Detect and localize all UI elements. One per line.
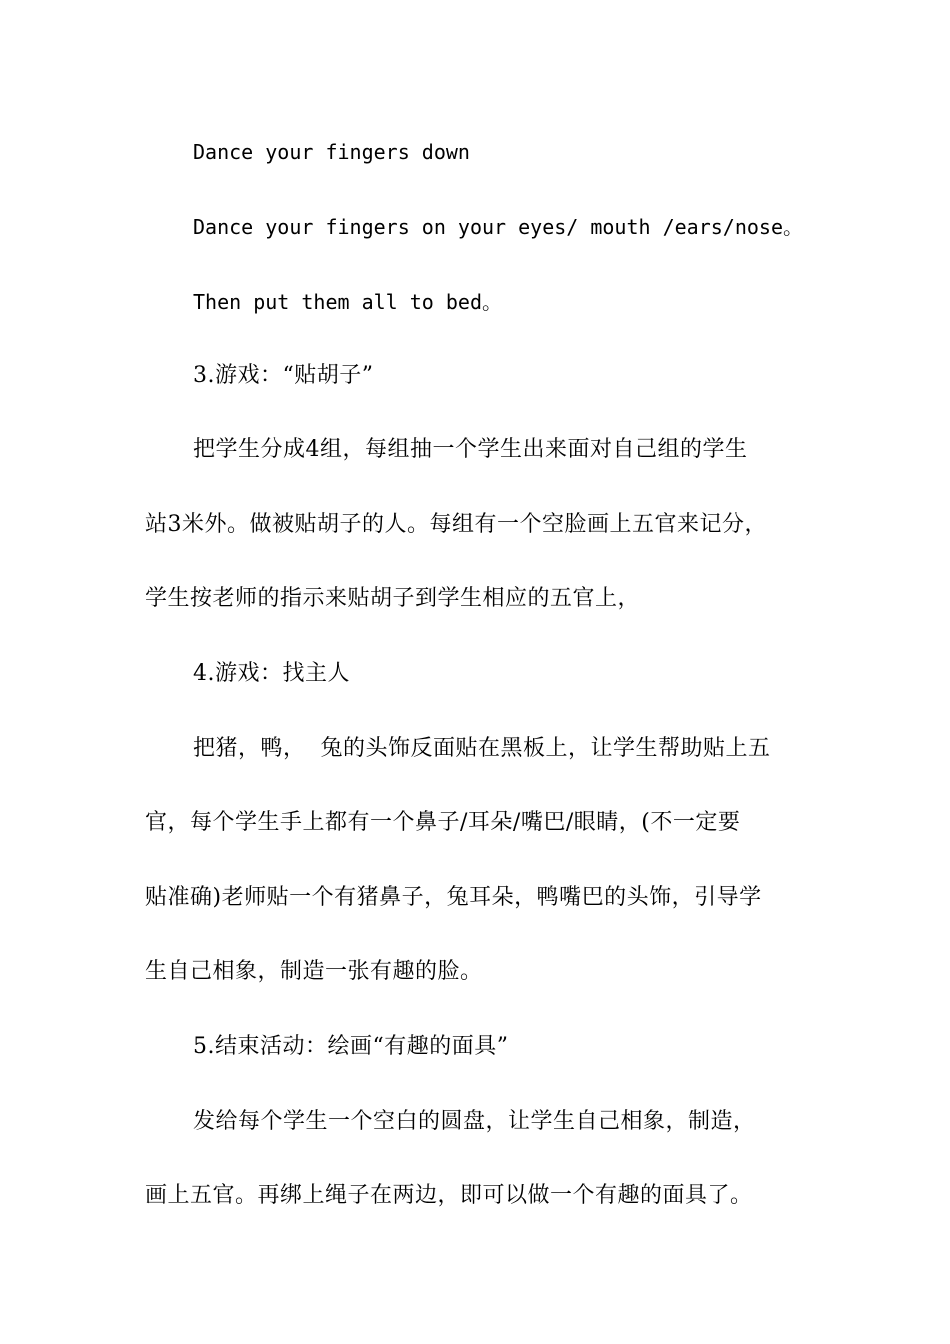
rhyme-line-3: Then put them all to bed。 <box>193 290 502 314</box>
paragraph-line: 画上五官。再绑上绳子在两边，即可以做一个有趣的面具了。 <box>145 1183 753 1208</box>
section-heading-4: 4.游戏：找主人 <box>193 661 350 686</box>
paragraph-line: 发给每个学生一个空白的圆盘，让学生自己相象，制造， <box>193 1109 756 1134</box>
rhyme-line-2: Dance your fingers on your eyes/ mouth /ears/nose。 <box>193 215 804 239</box>
paragraph-line: 把学生分成4组，每组抽一个学生出来面对自己组的学生 <box>193 437 748 462</box>
section-heading-3: 3.游戏：“贴胡子” <box>193 363 374 388</box>
paragraph-line: 生自己相象，制造一张有趣的脸。 <box>145 959 483 984</box>
paragraph-line: 贴准确)老师贴一个有猪鼻子，兔耳朵，鸭嘴巴的头饰，引导学 <box>145 885 762 910</box>
paragraph-line: 站3米外。做被贴胡子的人。每组有一个空脸画上五官来记分， <box>145 512 767 537</box>
rhyme-line-1: Dance your fingers down <box>193 140 470 164</box>
section-heading-5: 5.结束活动：绘画“有趣的面具” <box>193 1034 509 1059</box>
paragraph-line: 官，每个学生手上都有一个鼻子/耳朵/嘴巴/眼睛，(不一定要 <box>145 810 741 835</box>
paragraph-line: 把猪，鸭， 兔的头饰反面贴在黑板上，让学生帮助贴上五 <box>193 736 771 761</box>
paragraph-line: 学生按老师的指示来贴胡子到学生相应的五官上， <box>145 586 641 611</box>
